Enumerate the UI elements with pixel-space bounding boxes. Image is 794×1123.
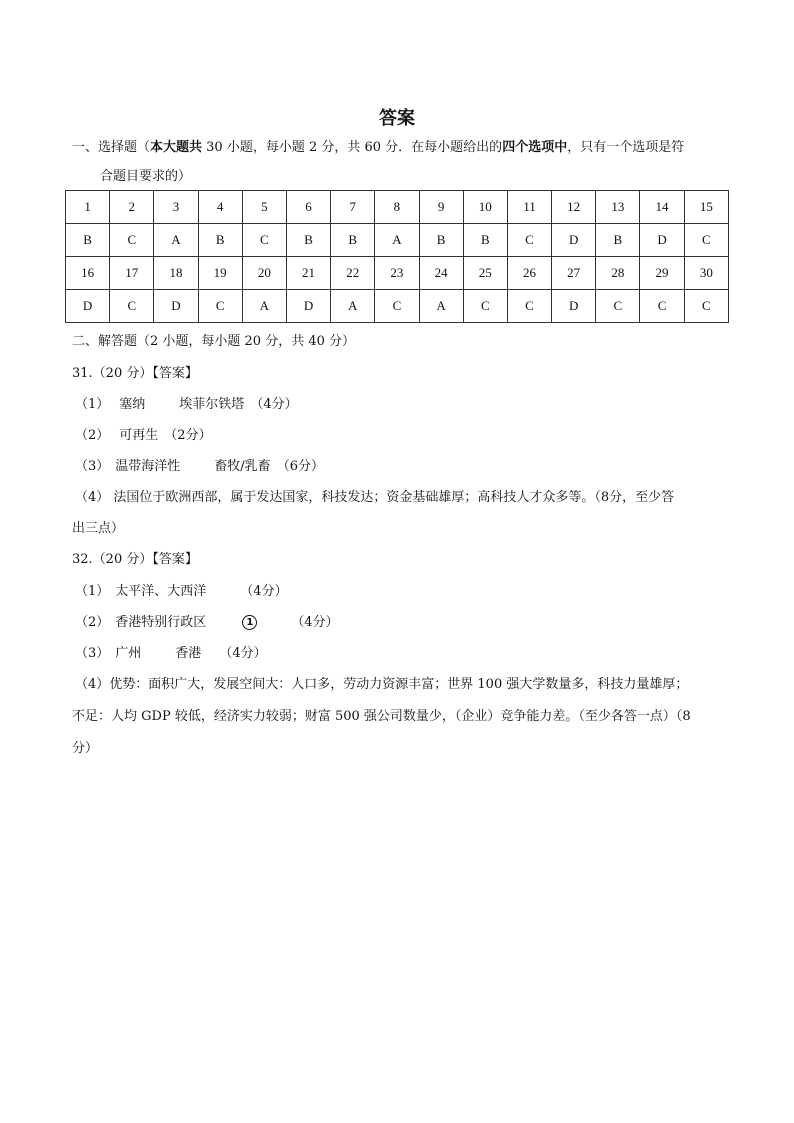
question-number-cell: 28 xyxy=(596,257,640,290)
question-number-cell: 15 xyxy=(684,191,728,224)
section1-heading xyxy=(72,136,684,155)
answer-letter-row xyxy=(66,290,729,323)
answer-cell: B xyxy=(286,224,330,257)
q32-answer-2 xyxy=(75,611,339,630)
q31-a3-part2: 畜牧/乳畜 xyxy=(214,459,271,474)
answer-cell: C xyxy=(110,224,154,257)
question-number-cell: 29 xyxy=(640,257,684,290)
circled-number-one: 1 xyxy=(242,615,257,630)
q32-a3-num: （3） xyxy=(75,646,110,661)
question-number-cell: 14 xyxy=(640,191,684,224)
answer-cell: C xyxy=(640,290,684,323)
answer-cell: D xyxy=(286,290,330,323)
question-number-cell: 12 xyxy=(552,191,596,224)
answer-cell: D xyxy=(552,290,596,323)
answer-cell: C xyxy=(507,290,551,323)
question-number-cell: 23 xyxy=(375,257,419,290)
q31-a2-part1: 可再生 xyxy=(119,428,159,443)
q31-a1-num: （1） xyxy=(75,397,110,412)
section1-heading-bold: 本大题共 xyxy=(150,140,203,155)
q32-a1-score: （4分） xyxy=(240,584,288,599)
answer-cell: B xyxy=(419,224,463,257)
answer-cell: A xyxy=(242,290,286,323)
question-number-cell: 7 xyxy=(331,191,375,224)
q32-a2-num: （2） xyxy=(75,615,110,630)
question-number-cell: 9 xyxy=(419,191,463,224)
question-number-cell: 5 xyxy=(242,191,286,224)
question-number-cell: 20 xyxy=(242,257,286,290)
q32-a2-score: （4分） xyxy=(291,615,339,630)
q31-answer-1 xyxy=(75,393,298,412)
q31-a2-num: （2） xyxy=(75,428,110,443)
question-number-cell: 17 xyxy=(110,257,154,290)
q31-a1-part2: 埃菲尔铁塔 xyxy=(179,397,245,412)
q31-a3-part1: 温带海洋性 xyxy=(115,459,181,474)
q32-a3-part1: 广州 xyxy=(115,646,142,661)
answer-cell: B xyxy=(66,224,110,257)
answer-letter-row xyxy=(66,224,729,257)
answer-cell: C xyxy=(242,224,286,257)
q32-a3-score: （4分） xyxy=(219,646,267,661)
q32-answer-3 xyxy=(75,642,267,661)
question-number-cell: 21 xyxy=(286,257,330,290)
answer-cell: D xyxy=(640,224,684,257)
section1-heading-line2: 合题目要求的） xyxy=(100,169,192,184)
answer-cell: C xyxy=(198,290,242,323)
question-number-row xyxy=(66,257,729,290)
question-number-cell: 1 xyxy=(66,191,110,224)
q31-a3-score: （6分） xyxy=(276,459,324,474)
answer-cell: C xyxy=(684,290,728,323)
question-number-cell: 6 xyxy=(286,191,330,224)
answer-cell: B xyxy=(596,224,640,257)
answer-cell: A xyxy=(375,224,419,257)
answer-cell: D xyxy=(66,290,110,323)
page-title: 答案 xyxy=(379,108,415,129)
question-number-cell: 22 xyxy=(331,257,375,290)
q31-a1-score: （4分） xyxy=(250,397,298,412)
question-number-cell: 11 xyxy=(507,191,551,224)
q31-a2-score: （2分） xyxy=(164,428,212,443)
question-number-cell: 4 xyxy=(198,191,242,224)
answer-cell: B xyxy=(331,224,375,257)
q31-answer-4-line2: 出三点） xyxy=(72,521,125,536)
q32-a1-num: （1） xyxy=(75,584,110,599)
q32-answer-1 xyxy=(75,580,288,599)
answer-cell: C xyxy=(375,290,419,323)
section1-heading-mid: 30 小题，每小题 2 分，共 60 分．在每小题给出的 xyxy=(202,140,503,155)
answer-cell: C xyxy=(463,290,507,323)
q31-answer-3 xyxy=(75,455,324,474)
question-number-cell: 26 xyxy=(507,257,551,290)
q32-answer-4-line3: 分） xyxy=(72,741,99,756)
q31-answer-2 xyxy=(75,424,212,443)
question-number-cell: 24 xyxy=(419,257,463,290)
answer-cell: C xyxy=(507,224,551,257)
q32-answer-4-line2: 不足：人均 GDP 较低，经济实力较弱；财富 500 强公司数量少，（企业）竞争能力差。（至少各答一点）（8 xyxy=(72,709,691,724)
section1-heading-bold2: 四个选项中 xyxy=(502,140,568,155)
answer-cell: C xyxy=(596,290,640,323)
q32-a3-part2: 香港 xyxy=(175,646,202,661)
section1-heading-prefix: 一、选择题（ xyxy=(72,140,151,155)
section1-heading-tail: ，只有一个选项是符 xyxy=(567,140,685,155)
answer-cell: A xyxy=(154,224,198,257)
answer-cell: D xyxy=(552,224,596,257)
answer-table xyxy=(65,190,729,323)
question-number-cell: 16 xyxy=(66,257,110,290)
section2-heading: 二、解答题（2 小题，每小题 20 分，共 40 分） xyxy=(72,334,356,349)
question-number-cell: 2 xyxy=(110,191,154,224)
answer-cell: B xyxy=(463,224,507,257)
question-number-cell: 30 xyxy=(684,257,728,290)
q32-a1-part1: 太平洋、大西洋 xyxy=(115,584,207,599)
question-number-cell: 10 xyxy=(463,191,507,224)
question-number-cell: 8 xyxy=(375,191,419,224)
q31-answer-4-line1: （4） 法国位于欧洲西部，属于发达国家，科技发达；资金基础雄厚；高科技人才众多等。（8分，至少答 xyxy=(75,490,675,505)
answer-cell: C xyxy=(110,290,154,323)
answer-cell: D xyxy=(154,290,198,323)
q31-a1-part1: 塞纳 xyxy=(119,397,146,412)
question-number-cell: 25 xyxy=(463,257,507,290)
answer-cell: C xyxy=(684,224,728,257)
answer-cell: A xyxy=(419,290,463,323)
answer-cell: A xyxy=(331,290,375,323)
question-number-cell: 18 xyxy=(154,257,198,290)
question-number-cell: 13 xyxy=(596,191,640,224)
question-number-cell: 19 xyxy=(198,257,242,290)
question-number-cell: 3 xyxy=(154,191,198,224)
q32-answer-4-line1: （4）优势：面积广大，发展空间大：人口多，劳动力资源丰富；世界 100 强大学数量多，科技力量雄厚； xyxy=(75,677,689,692)
q31-heading: 31.（20 分）【答案】 xyxy=(72,366,198,381)
question-number-cell: 27 xyxy=(552,257,596,290)
answer-cell: B xyxy=(198,224,242,257)
q31-a3-num: （3） xyxy=(75,459,110,474)
q32-heading: 32.（20 分）【答案】 xyxy=(72,552,198,567)
q32-a2-part1: 香港特别行政区 xyxy=(115,615,207,630)
question-number-row xyxy=(66,191,729,224)
